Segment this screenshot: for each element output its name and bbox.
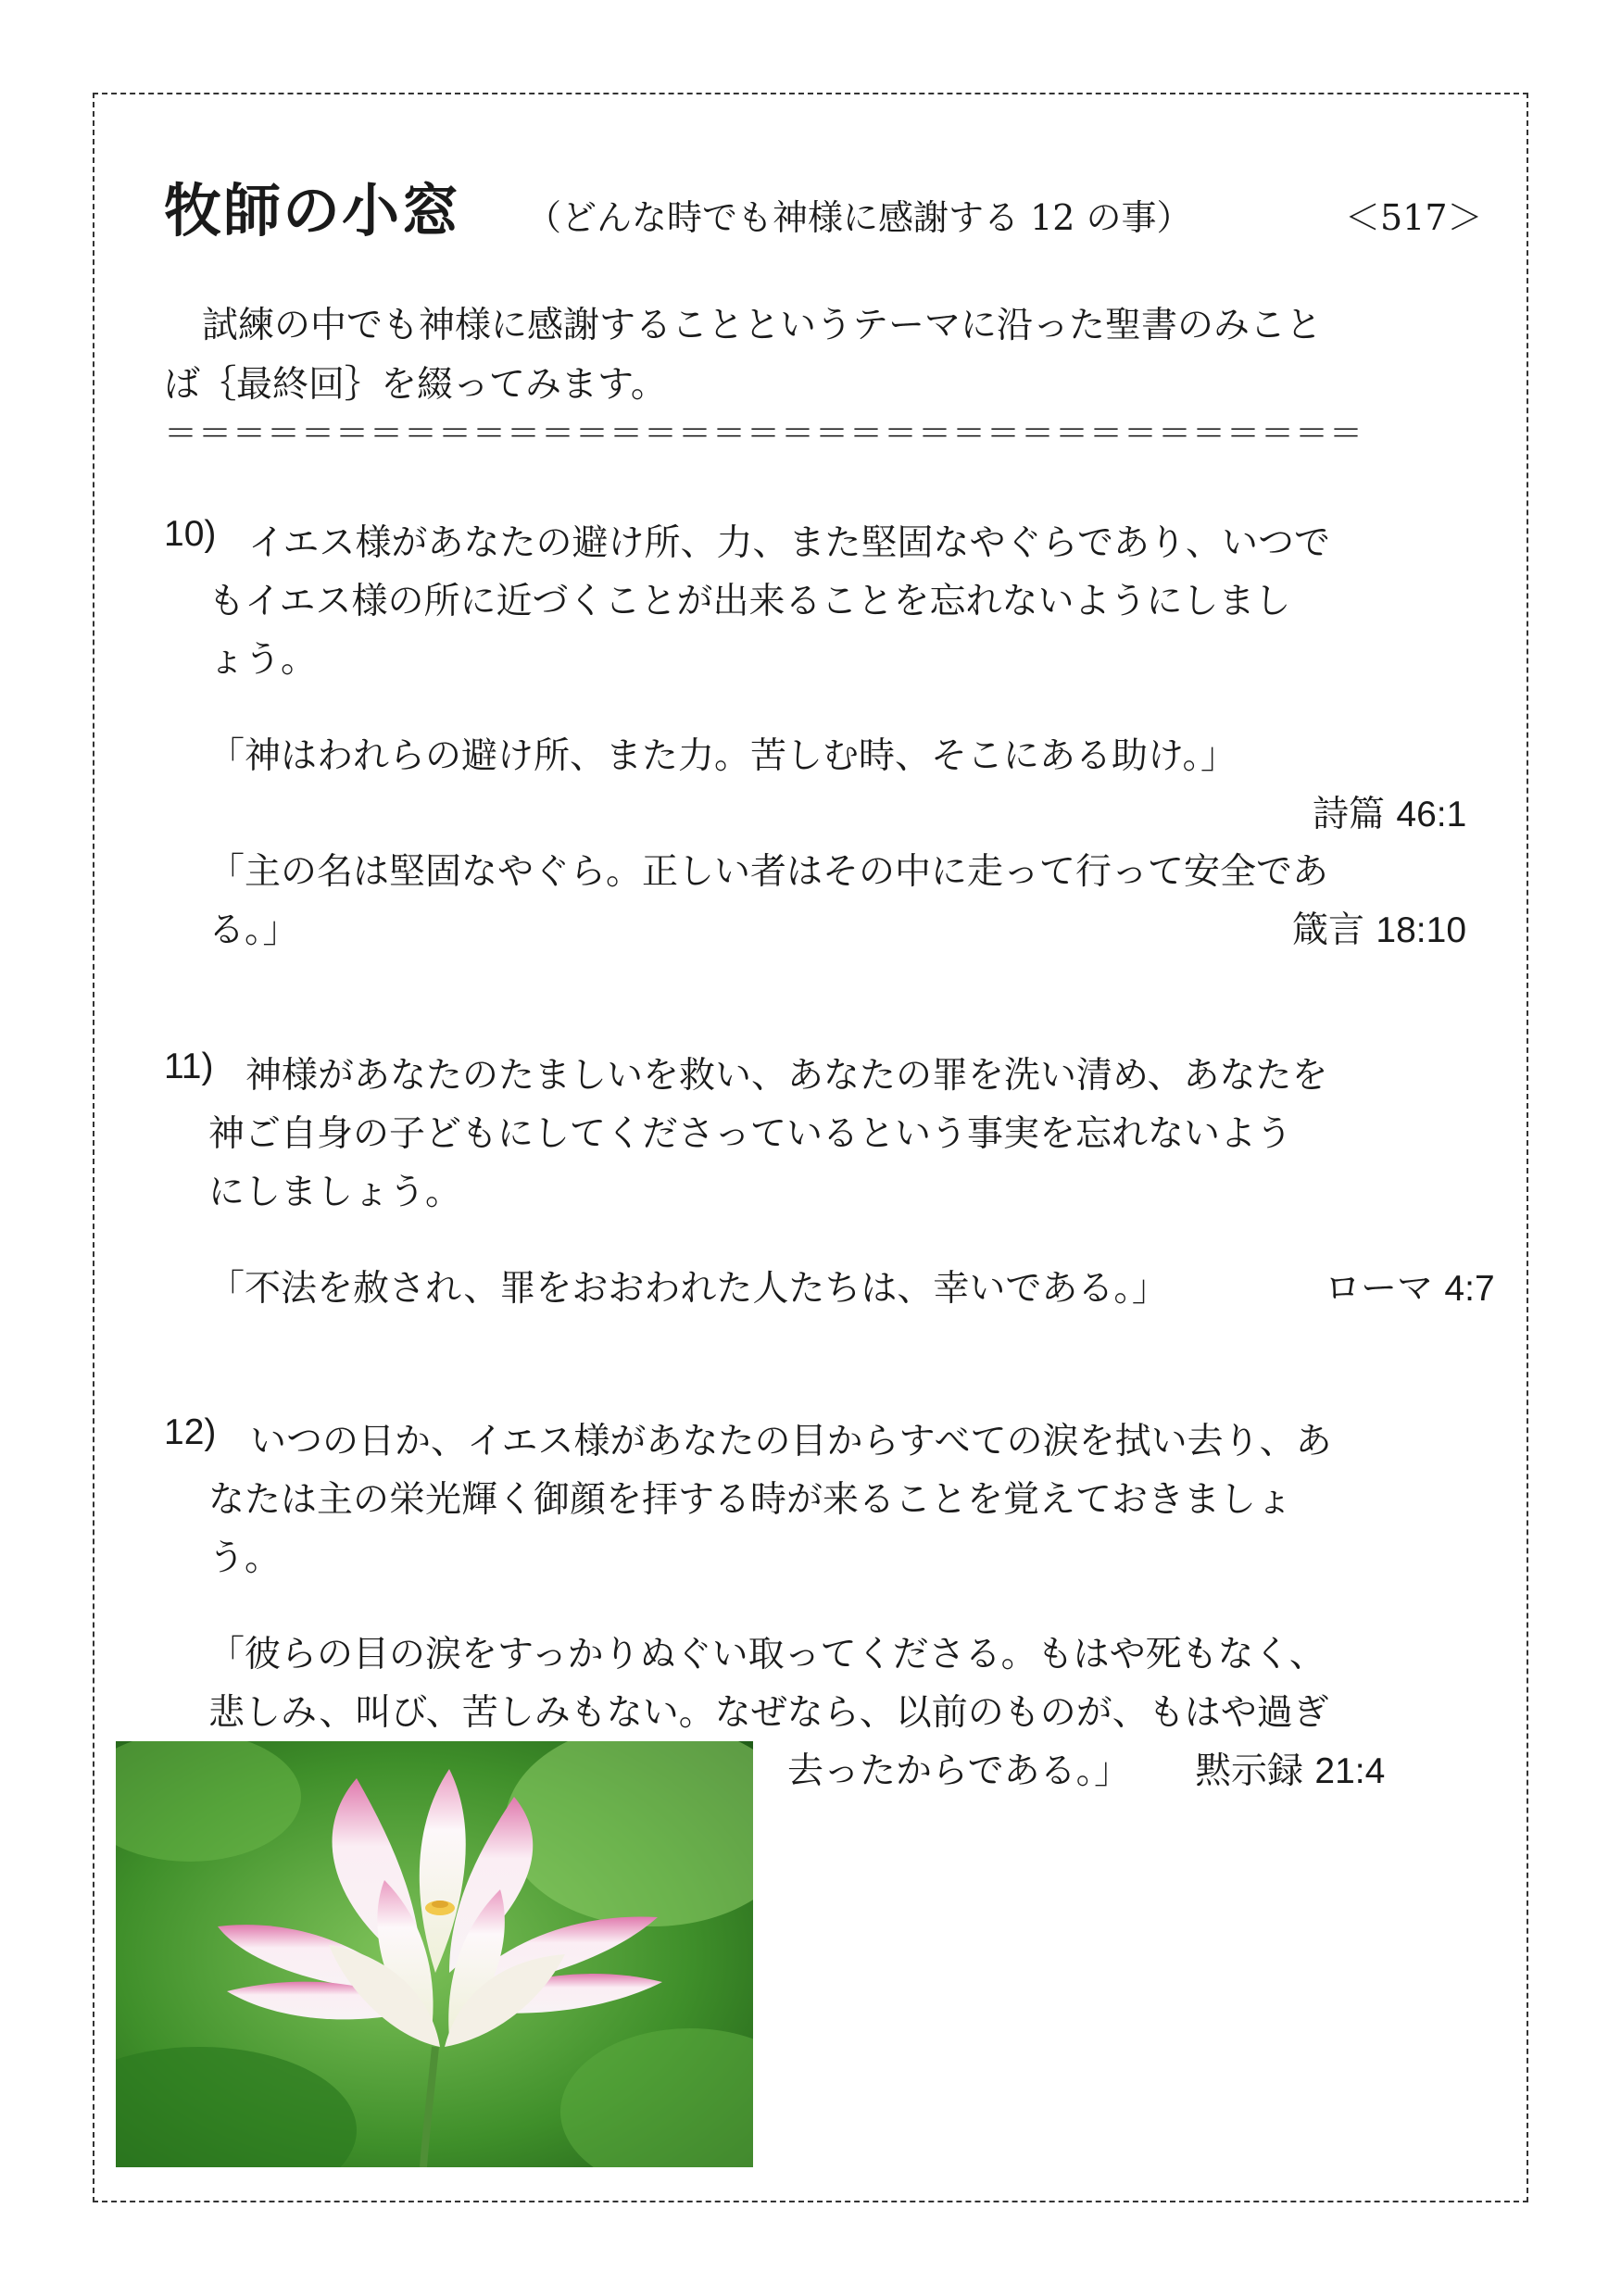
verse-revelation-text-2: 悲しみ、叫び、苦しみもない。なぜなら、以前のものが、もはや過ぎ: [208, 1692, 1329, 1734]
verse-revelation-reference: [1195, 1742, 1385, 1794]
verse-psalm-text: 「神はわれらの避け所、また力。苦しむ時、そこにある助け。」: [208, 735, 1237, 777]
verse-ref-book: 詩篇: [1313, 794, 1386, 835]
verse-proverbs-text: 「主の名は堅固なやぐら。正しい者はその中に走って行って安全であ: [208, 851, 1329, 893]
verse-proverbs-text-2: る。」: [208, 910, 299, 951]
item-10-line-1: イエス様があなたの避け所、力、また堅固なやぐらであり、いつで: [248, 522, 1331, 564]
lotus-illustration: [116, 1741, 753, 2167]
intro-line-1: 試練の中でも神様に感謝することというテーマに沿った聖書のみこと: [202, 305, 1323, 346]
verse-romans-text: 「不法を赦され、罪をおおわれた人たちは、幸いである。」: [208, 1268, 1168, 1310]
item-12-line-2: なたは主の栄光輝く御顔を拝する時が来ることを覚えておきましょ: [208, 1479, 1293, 1521]
verse-proverbs-reference: [1292, 901, 1466, 953]
item-10-line-3: ょう。: [208, 639, 318, 681]
verse-revelation-text-1: 「彼らの目の涙をすっかりぬぐい取ってくださる。もはや死もなく、: [208, 1634, 1326, 1675]
verse-ref-number: 46:1: [1396, 795, 1467, 834]
verse-ref-book: 黙示録: [1195, 1750, 1304, 1792]
issue-number: ＜517＞: [1345, 197, 1483, 238]
item-11-line-2: 神ご自身の子どもにしてくださっているという事実を忘れないよう: [208, 1113, 1293, 1155]
lotus-photo: [116, 1741, 753, 2167]
verse-ref-book: 箴言: [1292, 910, 1365, 951]
verse-ref-number: 18:10: [1376, 910, 1467, 950]
item-12-line-3: う。: [208, 1537, 282, 1579]
item-12-number: 12): [164, 1412, 217, 1452]
page-title: 牧師の小窓: [164, 177, 461, 245]
intro-line-2: ば｛最終回｝を綴ってみます。: [164, 364, 667, 406]
item-11-line-3: にしましょう。: [208, 1172, 462, 1213]
verse-ref-number: 21:4: [1314, 1751, 1386, 1791]
item-10-number: 10): [164, 514, 217, 554]
item-10-line-2: もイエス様の所に近づくことが出来ることを忘れないようにしまし: [208, 581, 1291, 622]
item-11-line-1: 神様があなたのたましいを救い、あなたの罪を洗い清め、あなたを: [245, 1055, 1328, 1097]
verse-ref-book: ローマ: [1325, 1268, 1434, 1310]
item-11-number: 11): [164, 1047, 214, 1086]
verse-romans-reference: [1325, 1260, 1495, 1311]
verse-revelation-text-3: 去ったからである。」: [787, 1750, 1131, 1792]
verse-psalm-reference: [1313, 785, 1466, 837]
page-subtitle: （どんな時でも神様に感謝する 12 の事）: [526, 197, 1192, 238]
verse-ref-number: 4:7: [1444, 1269, 1495, 1309]
item-12-line-1: いつの日か、イエス様があなたの目からすべての涙を拭い去り、あ: [250, 1421, 1332, 1462]
divider-line: ＝＝＝＝＝＝＝＝＝＝＝＝＝＝＝＝＝＝＝＝＝＝＝＝＝＝＝＝＝＝＝＝＝＝＝: [164, 415, 1364, 453]
